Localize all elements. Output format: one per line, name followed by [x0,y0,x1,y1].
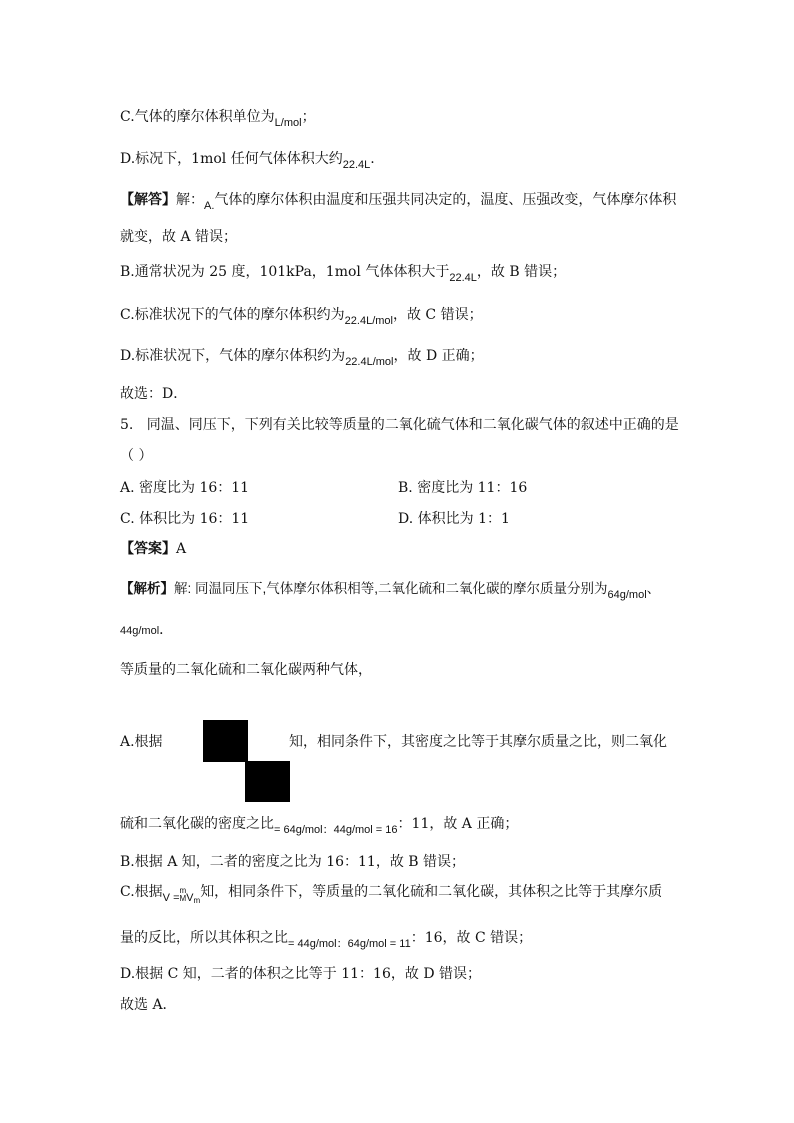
analysis-a-post [289,733,667,751]
answer-heading-tail: 气体的摩尔体积由温度和压强共同决定的，温度、压强改变，气体摩尔体积 [214,192,677,208]
analysis-end: ． [159,622,174,638]
analysis-label: 【解析】 [120,581,174,596]
choice-d [120,385,187,403]
choice-a [120,996,177,1014]
answer-heading-label: 【解答】 [120,192,176,208]
analysis-d [120,965,481,983]
explanation-text: C.标准状况下的气体的摩尔体积约为 [120,307,345,323]
explanation-d [120,347,484,366]
analysis-a-line-2-pre: 硫和二氧化碳的密度之比 [120,816,274,832]
explanation-tail: ，故 D 正确； [393,348,484,364]
analysis-c-post: 知，相同条件下，等质量的二氧化硫和二氧化碳，其体积之比等于其摩尔质 [200,884,663,900]
statement-tail: ； [301,109,316,125]
equal-mass-line [120,661,372,679]
ratio-subscript: = 64g/mol：44g/mol = 16 [274,824,398,836]
statement-c-unit [120,108,316,127]
formula-image-block-2 [245,761,290,802]
question-paren [120,447,152,465]
analysis-a-pre-text: A.根据 [120,734,163,750]
formula-vm: V [186,892,194,904]
analysis-a-pre [120,733,163,751]
analysis-c-pre: C.根据 [120,884,163,900]
formula-denominator: M [179,894,187,903]
option-c-text: C. 体积比为 16：11 [120,511,250,527]
unit-subscript: 22.4L [449,272,477,284]
answer-line [120,540,186,558]
analysis-d-text: D.根据 C 知，二者的体积之比等于 11：16，故 D 错误； [120,966,481,982]
option-c [120,510,249,528]
unit-subscript: 44g/mol [120,625,160,637]
explanation-tail: ，故 B 错误； [476,264,567,280]
equal-mass-text: 等质量的二氧化硫和二氧化碳两种气体， [120,662,372,678]
formula-vm-subscript: m [193,896,201,905]
explanation-c [120,306,483,325]
analysis-line [120,580,660,599]
analysis-c-line-2-tail: ：16，故 C 错误； [410,930,533,946]
unit-subscript: 22.4L [342,159,371,171]
answer-heading-continuation: 就变，故 A 错误； [120,229,238,245]
answer-blank: （ ） [120,448,153,464]
question-number: 5. [120,417,134,433]
analysis-a-line-2-tail: ：11，故 A 正确； [397,816,519,832]
formula-v: V = [162,892,180,904]
explanation-text: D.标准状况下，气体的摩尔体积约为 [120,348,346,364]
analysis-text: 解: 同温同压下,气体摩尔体积相等,二氧化硫和二氧化碳的摩尔质量分别为 [174,581,608,596]
formula-image-block-1 [203,720,248,762]
answer-value: A [176,541,187,557]
formula-numerator: m [179,886,187,895]
option-a [120,479,249,497]
statement-text: C.气体的摩尔体积单位为 [120,109,275,125]
option-subscript: A. [204,200,215,212]
analysis-c [120,883,662,903]
explanation-tail: ，故 C 错误； [392,307,483,323]
analysis-a-post-text: 知，相同条件下，其密度之比等于其摩尔质量之比，则二氧化 [289,734,667,750]
option-b [398,479,527,497]
statement-d-standard [120,150,375,169]
statement-text: D.标况下，1mol 任何气体体积大约 [120,151,343,167]
question-stem [120,416,679,434]
analysis-a-line-2 [120,815,518,834]
answer-heading-text: 解： [176,192,204,208]
analysis-c-line-2 [120,929,532,948]
unit-subscript: 22.4L/mol [345,356,394,368]
option-b-text: B. 密度比为 11：16 [398,480,528,496]
separator: 、 [646,581,661,596]
answer-heading-line [120,191,676,210]
analysis-b [120,853,465,871]
option-d [398,510,510,528]
explanation-text: B.通常状况为 25 度，101kPa，1mol 气体体积大于 [120,264,450,280]
analysis-c-line-2-pre: 量的反比，所以其体积之比 [120,930,288,946]
option-d-text: D. 体积比为 1：1 [398,511,510,527]
question-text: 同温、同压下，下列有关比较等质量的二氧化硫气体和二氧化碳气体的叙述中正确的是 [146,417,679,433]
unit-subscript: 64g/mol [607,589,647,601]
analysis-line-2 [120,621,173,640]
choice-text: 故选：D． [120,386,188,402]
ratio-subscript: = 44g/mol：64g/mol = 11 [288,938,411,950]
explanation-b [120,263,566,282]
statement-tail: . [370,151,375,167]
answer-label: 【答案】 [120,541,176,557]
unit-subscript: 22.4L/mol [344,315,393,327]
unit-subscript: L/mol [274,117,302,129]
analysis-b-text: B.根据 A 知，二者的密度之比为 16：11，故 B 错误； [120,854,466,870]
answer-heading-line-2 [120,228,237,246]
choice-a-text: 故选 A． [120,997,177,1013]
option-a-text: A. 密度比为 16：11 [120,480,250,496]
